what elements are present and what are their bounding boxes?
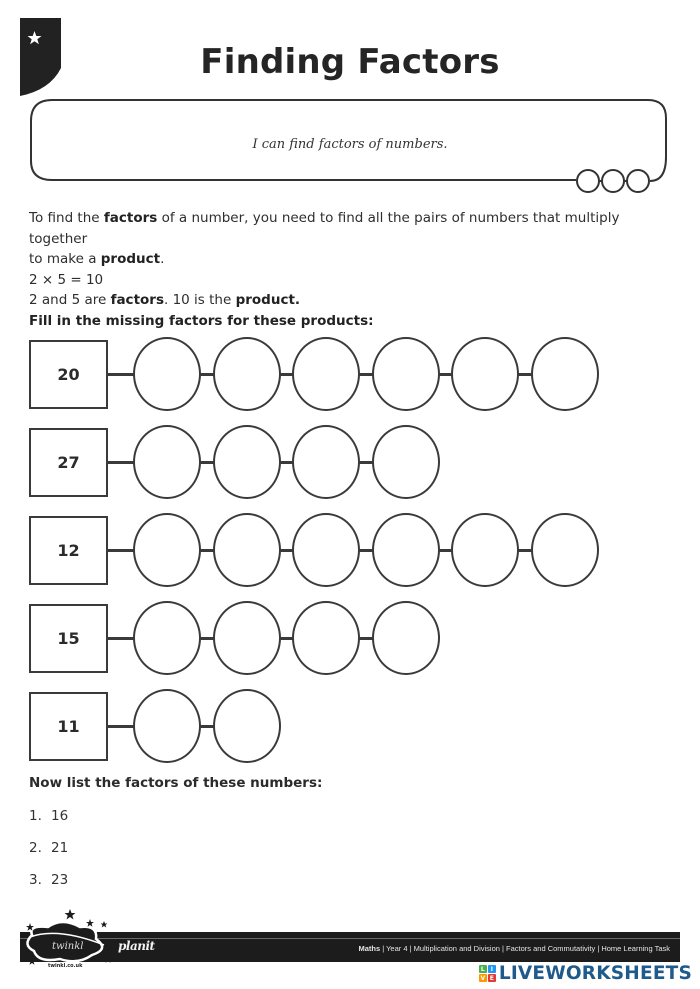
term-factors: factors	[103, 210, 158, 226]
list-item[interactable]	[29, 808, 68, 824]
product-box: 11	[29, 692, 108, 761]
factor-input-oval[interactable]	[213, 337, 281, 411]
list-heading: Now list the factors of these numbers:	[29, 775, 323, 791]
letter-tile: L	[479, 965, 487, 973]
product-box: 15	[29, 604, 108, 673]
letter-tile: E	[489, 974, 494, 982]
item-value: 16	[51, 808, 69, 824]
term-product: product	[100, 251, 161, 267]
connector-line	[106, 549, 134, 552]
product-box: 27	[29, 428, 108, 497]
factor-input-oval[interactable]	[292, 337, 360, 411]
factor-input-oval[interactable]	[531, 337, 599, 411]
factor-input-oval[interactable]	[531, 513, 599, 587]
letter-tile: I	[488, 965, 496, 973]
connector-line	[106, 725, 134, 728]
connector-line	[200, 461, 214, 464]
planit-brand: planit	[118, 939, 155, 953]
factor-input-oval[interactable]	[451, 513, 519, 587]
item-number: 1.	[29, 808, 42, 824]
factor-input-oval[interactable]	[372, 425, 440, 499]
intro-line-4	[29, 290, 679, 311]
text: 2 and 5 are	[29, 292, 111, 308]
svg-text:twinkl.co.uk: twinkl.co.uk	[48, 963, 83, 969]
item-number: 3.	[29, 872, 42, 888]
list-item[interactable]	[29, 872, 68, 888]
connector-line	[106, 637, 134, 640]
factor-input-oval[interactable]	[292, 513, 360, 587]
connector-line	[200, 725, 214, 728]
factor-input-oval[interactable]	[372, 337, 440, 411]
text: .	[160, 251, 165, 267]
connector-line	[106, 461, 134, 464]
product-box: 20	[29, 340, 108, 409]
factor-input-oval[interactable]	[133, 425, 201, 499]
factor-input-oval[interactable]	[213, 513, 281, 587]
factor-input-oval[interactable]	[292, 425, 360, 499]
term-factors: factors	[110, 292, 164, 308]
item-value: 21	[51, 840, 69, 856]
text: To find the	[29, 210, 104, 226]
logo-text: twinkl	[52, 941, 84, 952]
example-equation: 2 × 5 = 10	[29, 271, 104, 288]
intro-line-2	[29, 249, 679, 270]
factor-input-oval[interactable]	[133, 513, 201, 587]
factor-input-oval[interactable]	[133, 337, 201, 411]
item-value: 23	[51, 872, 69, 888]
footer-subject: Maths	[358, 944, 381, 953]
connector-line	[106, 373, 134, 376]
text: of a number, you need to find all the pairs of numbers that multiply together	[29, 210, 620, 247]
task-instruction: Fill in the missing factors for these products:	[29, 312, 374, 329]
term-product: product.	[235, 292, 301, 308]
item-number: 2.	[29, 840, 42, 856]
factor-input-oval[interactable]	[213, 689, 281, 763]
page-title: Finding Factors	[200, 42, 500, 82]
factor-input-oval[interactable]	[133, 689, 201, 763]
factor-input-oval[interactable]	[213, 601, 281, 675]
factor-input-oval[interactable]	[372, 601, 440, 675]
factor-input-oval[interactable]	[372, 513, 440, 587]
connector-line	[200, 637, 214, 640]
learning-objective: I can find factors of numbers.	[252, 137, 448, 152]
footer-breadcrumb	[358, 944, 670, 953]
text: to make a	[29, 251, 101, 267]
factor-input-oval[interactable]	[451, 337, 519, 411]
list-item[interactable]	[29, 840, 68, 856]
footer-path: | Year 4 | Multiplication and Division | Factors and Commutativity | Home Learning Task	[380, 944, 670, 953]
factor-input-oval[interactable]	[213, 425, 281, 499]
liveworksheets-watermark	[479, 963, 692, 984]
intro-line-1	[29, 208, 679, 249]
liveworksheets-icon	[479, 965, 496, 982]
text: . 10 is the	[164, 292, 236, 308]
product-box: 12	[29, 516, 108, 585]
factor-input-oval[interactable]	[133, 601, 201, 675]
watermark-text: LIVEWORKSHEETS	[498, 963, 692, 984]
twinkl-logo	[18, 905, 118, 970]
connector-line	[200, 549, 214, 552]
letter-tile: V	[480, 974, 486, 982]
factor-input-oval[interactable]	[292, 601, 360, 675]
instructions	[29, 208, 679, 331]
connector-line	[200, 373, 214, 376]
